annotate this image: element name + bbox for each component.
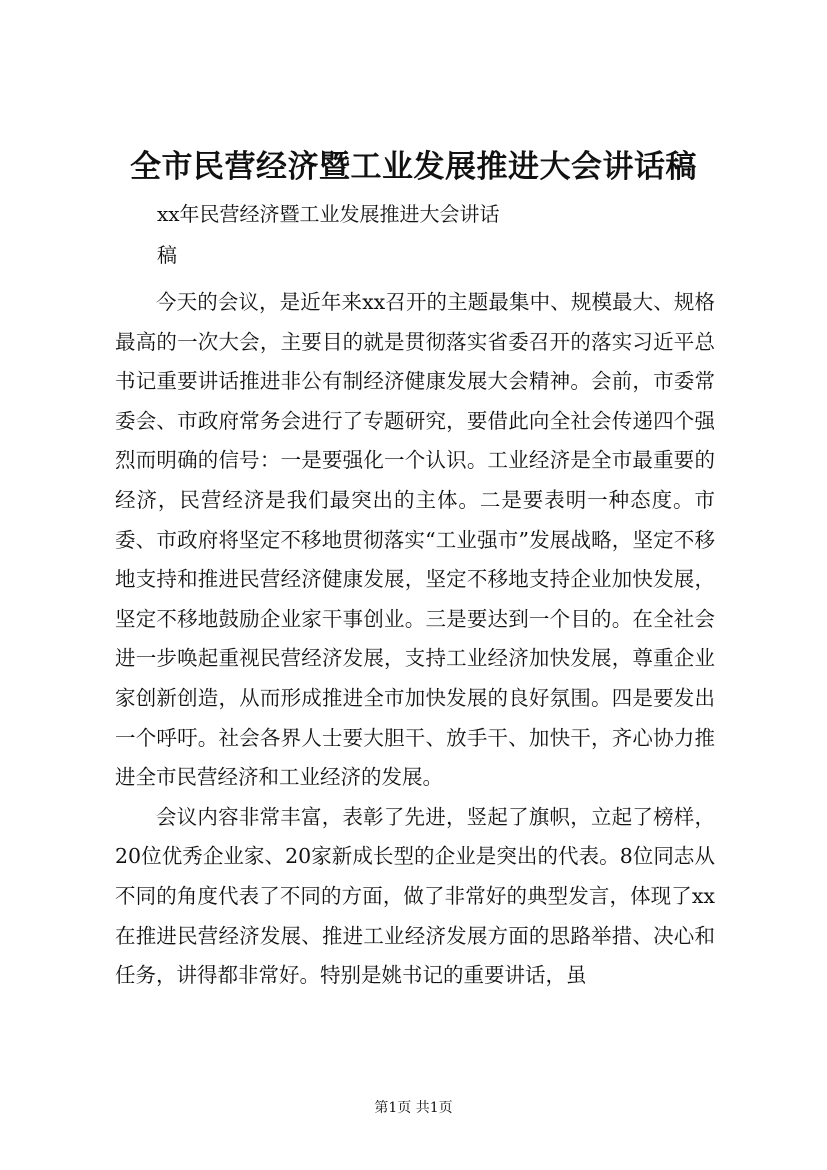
document-title: 全市民营经济暨工业发展推进大会讲话稿 [130,149,697,185]
document-body [115,283,715,996]
subtitle-line-2: 稿 [157,243,177,267]
body-paragraph-2: 会议内容非常丰富，表彰了先进，竖起了旗帜，立起了榜样，20位优秀企业家、20家新成长型的企业是突出的代表。8位同志从不同的角度代表了不同的方面，做了非常好的典型发言，体现了xx在推进民营经济发展、推进工业经济发展方面的思路举措、决心和任务，讲得都非常好。特别是姚书记的重要讲话，虽 [115,804,715,988]
page-footer: 第1页 共1页 [374,1100,453,1116]
body-paragraph-1: 今天的会议，是近年来xx召开的主题最集中、规模最大、规格最高的一次大会，主要目的就是贯彻落实省委召开的落实习近平总书记重要讲话推进非公有制经济健康发展大会精神。会前，市委常委会、市政府常务会进行了专题研究，要借此向全社会传递四个强烈而明确的信号：一是要强化一个认识。工业经济是全市最重要的经济，民营经济是我们最突出的主体。二是要表明一种态度。市委、市政府将坚定不移地贯彻落实“工业强市”发展战略，坚定不移地支持和推进民营经济健康发展，坚定不移地支持企业加快发展，坚定不移地鼓励企业家干事创业。三是要达到一个目的。在全社会进一步唤起重视民营经济发展，支持工业经济加快发展，尊重企业家创新创造，从而形成推进全市加快发展的良好氛围。四是要发出一个呼吁。社会各界人士要大胆干、放手干、加快干，齐心协力推进全市民营经济和工业经济的发展。 [115,290,715,790]
subtitle-line-1: xx年民营经济暨工业发展推进大会讲话 [157,202,500,226]
